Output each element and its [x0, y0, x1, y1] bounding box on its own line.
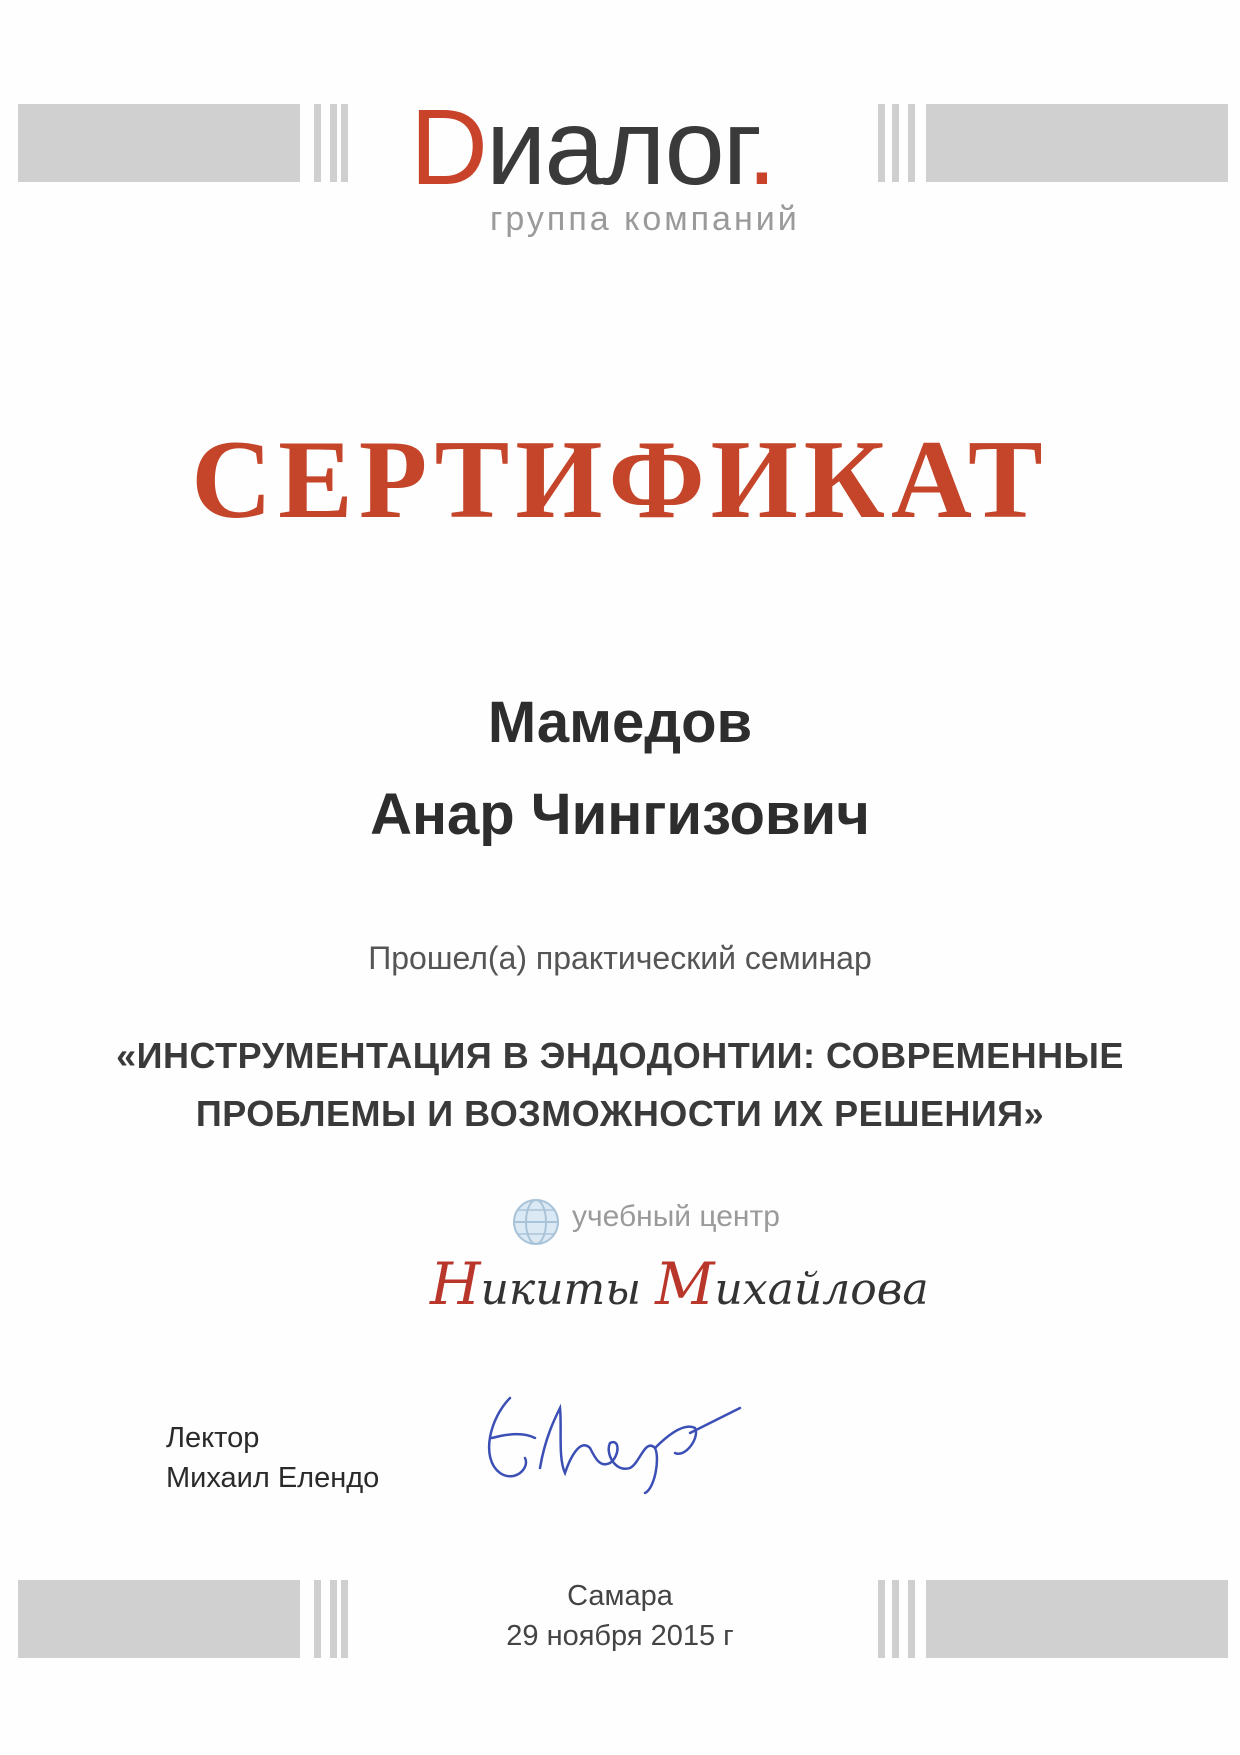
seminar-title-line1: «ИНСТРУМЕНТАЦИЯ В ЭНДОДОНТИИ: СОВРЕМЕННЫЕ — [116, 1035, 1124, 1076]
globe-icon — [510, 1196, 562, 1248]
recipient-surname: Мамедов — [487, 690, 753, 755]
lecturer-signature — [470, 1378, 750, 1498]
top-right-band — [878, 104, 1228, 182]
logo-wordmark: Dиалог. — [410, 86, 775, 207]
recipient-given-names: Анар Чингизович — [370, 782, 870, 847]
training-center-logo — [430, 1190, 929, 1318]
certificate-title: СЕРТИФИКАТ — [191, 418, 1049, 542]
completion-text: Прошел(а) практический семинар — [368, 940, 872, 976]
logo-subtitle: группа компаний — [490, 200, 800, 238]
lecturer-role: Лектор — [166, 1422, 260, 1454]
top-left-band — [18, 104, 348, 182]
lecturer-name: Михаил Елендо — [166, 1462, 380, 1494]
seminar-title-line2: ПРОБЛЕМЫ И ВОЗМОЖНОСТИ ИХ РЕШЕНИЯ» — [195, 1093, 1045, 1134]
issue-date: 29 ноября 2015 г — [506, 1620, 734, 1652]
training-center-label: учебный центр — [572, 1200, 780, 1233]
issue-city: Самара — [567, 1580, 673, 1612]
training-center-script-name: Никиты Михайлова — [430, 1250, 929, 1318]
